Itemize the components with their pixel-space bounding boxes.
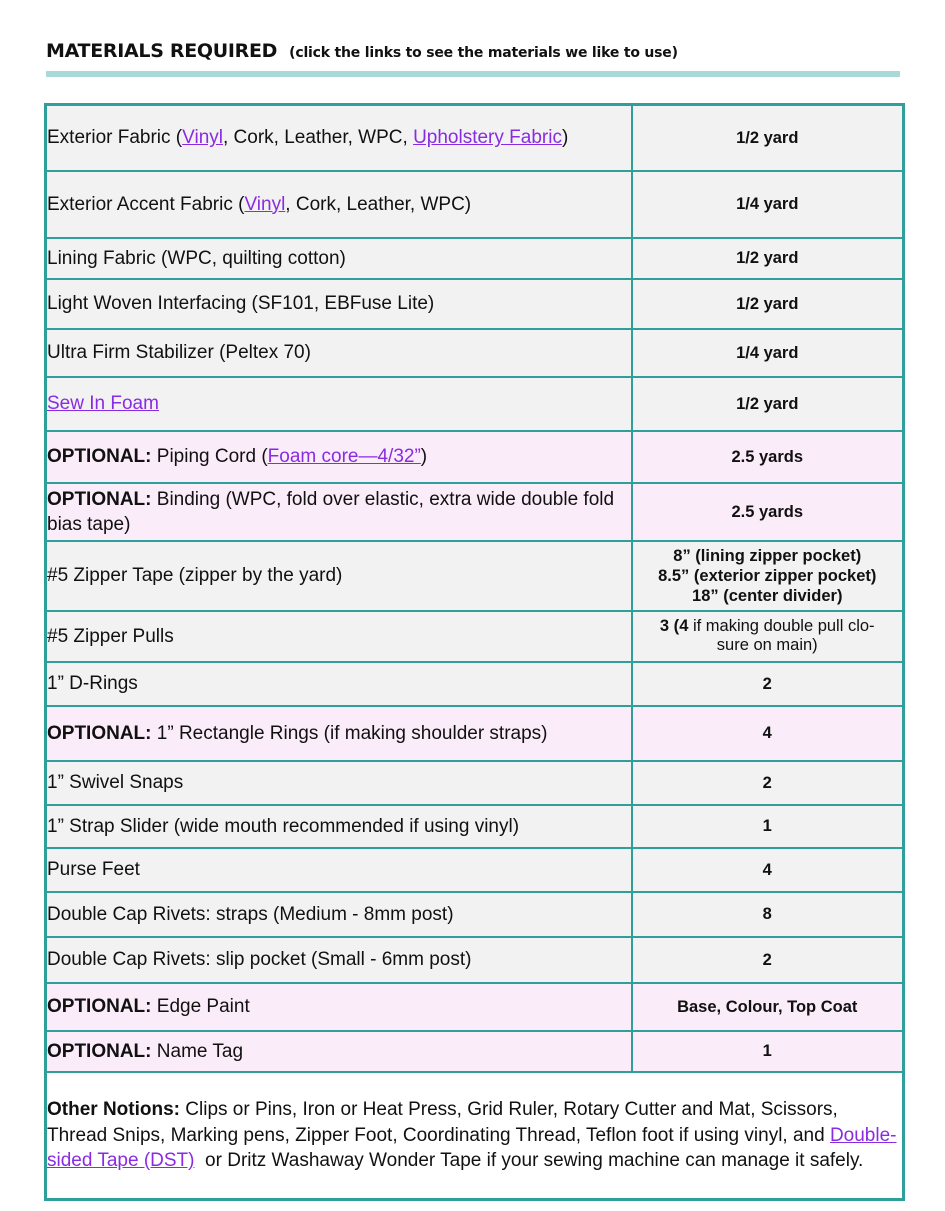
table-row — [46, 541, 904, 611]
upholstery-fabric-link[interactable]: Upholstery Fabric — [413, 127, 562, 149]
table-row — [46, 377, 904, 431]
qty-cell: 2 — [632, 761, 904, 805]
table-row — [46, 105, 904, 171]
double-sided-tape-link[interactable]: Double- sided Tape (DST) — [47, 1124, 897, 1171]
qty-cell: 1 — [632, 1031, 904, 1072]
item-cell: Exterior Fabric (Vinyl, Cork, Leather, WPC, Upholstery Fabric) — [46, 105, 632, 171]
item-cell: Double Cap Rivets: straps (Medium - 8mm post) — [46, 892, 632, 937]
qty-cell: 1/4 yard — [632, 329, 904, 377]
qty-cell: 1/2 yard — [632, 377, 904, 431]
other-notions-row — [46, 1072, 904, 1200]
item-cell: OPTIONAL: Binding (WPC, fold over elastic, extra wide double fold bias tape) — [46, 483, 632, 541]
qty-cell: 1 — [632, 805, 904, 848]
qty-cell: 1/4 yard — [632, 171, 904, 238]
qty-cell: 3 (4 if making double pull clo- sure on main) — [632, 611, 904, 662]
qty-cell: 2 — [632, 937, 904, 983]
item-cell: Light Woven Interfacing (SF101, EBFuse Lite) — [46, 279, 632, 329]
item-cell: 1” Strap Slider (wide mouth recommended if using vinyl) — [46, 805, 632, 848]
page-header — [46, 40, 902, 62]
vinyl-link[interactable]: Vinyl — [244, 193, 286, 215]
table-row — [46, 805, 904, 848]
table-row — [46, 937, 904, 983]
item-cell: #5 Zipper Tape (zipper by the yard) — [46, 541, 632, 611]
table-row — [46, 892, 904, 937]
qty-cell: 1/2 yard — [632, 105, 904, 171]
table-row — [46, 662, 904, 706]
table-row — [46, 431, 904, 483]
table-row — [46, 1031, 904, 1072]
item-cell: #5 Zipper Pulls — [46, 611, 632, 662]
table-row — [46, 761, 904, 805]
foam-core-link[interactable]: Foam core—4/32” — [267, 446, 421, 467]
qty-cell: 2.5 yards — [632, 431, 904, 483]
table-row — [46, 279, 904, 329]
item-cell — [46, 377, 632, 431]
sew-in-foam-link[interactable]: Sew In Foam — [47, 393, 159, 414]
vinyl-link[interactable]: Vinyl — [182, 127, 223, 149]
qty-cell: 4 — [632, 848, 904, 892]
header-rule — [46, 71, 900, 77]
qty-cell: 1/2 yard — [632, 238, 904, 279]
materials-table — [44, 103, 905, 1201]
other-notions-cell: Other Notions: Clips or Pins, Iron or Heat Press, Grid Ruler, Rotary Cutter and Mat, Scissors, Thread Snips, Marking pens, Zipper Foot, Coordinating Thread, Teflon foot if using vinyl, and Double- sided Tape (DST) or Dritz Washaway Wonder Tape if your sewing machine can manage it safely. — [46, 1072, 904, 1200]
item-cell: OPTIONAL: 1” Rectangle Rings (if making shoulder straps) — [46, 706, 632, 761]
item-cell: 1” D-Rings — [46, 662, 632, 706]
qty-cell: 2.5 yards — [632, 483, 904, 541]
qty-cell: 8” (lining zipper pocket) 8.5” (exterior zipper pocket) 18” (center divider) — [632, 541, 904, 611]
item-cell: 1” Swivel Snaps — [46, 761, 632, 805]
item-cell: OPTIONAL: Edge Paint — [46, 983, 632, 1031]
qty-cell: Base, Colour, Top Coat — [632, 983, 904, 1031]
qty-cell: 1/2 yard — [632, 279, 904, 329]
page-subtitle: (click the links to see the materials we like to use) — [289, 45, 678, 61]
table-row — [46, 706, 904, 761]
table-row — [46, 171, 904, 238]
item-cell: Lining Fabric (WPC, quilting cotton) — [46, 238, 632, 279]
table-row — [46, 238, 904, 279]
item-cell: OPTIONAL: Name Tag — [46, 1031, 632, 1072]
item-cell: OPTIONAL: Piping Cord (Foam core—4/32”) — [46, 431, 632, 483]
page-title: MATERIALS REQUIRED — [46, 40, 278, 62]
table-row — [46, 483, 904, 541]
item-cell: Double Cap Rivets: slip pocket (Small - 6mm post) — [46, 937, 632, 983]
item-cell: Ultra Firm Stabilizer (Peltex 70) — [46, 329, 632, 377]
item-cell: Purse Feet — [46, 848, 632, 892]
table-row — [46, 329, 904, 377]
item-cell: Exterior Accent Fabric (Vinyl, Cork, Leather, WPC) — [46, 171, 632, 238]
table-row — [46, 848, 904, 892]
qty-cell: 8 — [632, 892, 904, 937]
qty-cell: 2 — [632, 662, 904, 706]
qty-cell: 4 — [632, 706, 904, 761]
table-row — [46, 611, 904, 662]
table-row — [46, 983, 904, 1031]
